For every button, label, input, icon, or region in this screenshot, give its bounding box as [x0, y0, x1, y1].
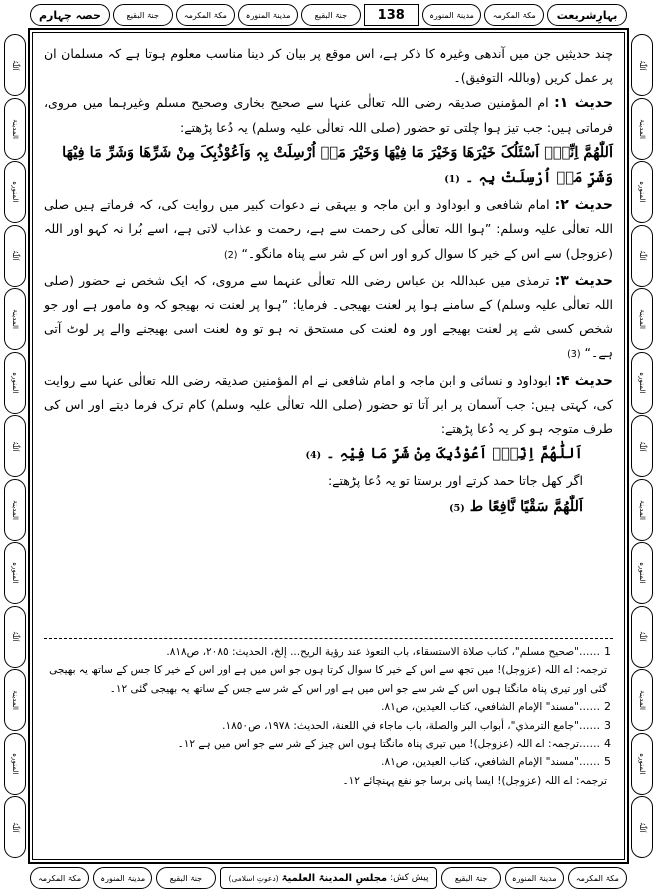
footnote-text: ……"مسند" الإمام الشافعي، كتاب العيدين، ص٨١.: [381, 756, 600, 769]
footnote: [46, 661, 611, 698]
page-number: 138: [364, 4, 419, 26]
left-border-ornaments: [3, 34, 27, 858]
hadith-1: [44, 91, 613, 139]
dua-line: [44, 442, 613, 468]
section-label: حصہ چہارم: [30, 4, 110, 26]
dua-line: [44, 166, 613, 192]
dua-line: اَللّٰھُمَّ اِنِّیْۤ اَسْئَلُکَ خَیْرَھَا وَخَیْرَ مَا فِیْھَا وَخَیْرَ مَاۤ اُرْسِلَتْ بِہٖ وَاَعُوْذُبِکَ مِنْ شَرِّھَا وَشَرِّ مَا فِیْھَا: [62, 143, 613, 161]
border-cartouche: اَللّٰہُ: [631, 225, 653, 287]
hadith-label: حدیث ۴:: [555, 372, 613, 389]
page-footer: [30, 866, 627, 890]
border-cartouche: المنورہ: [4, 542, 26, 604]
hadith-text: ترمذی میں عبداللہ بن عباس رضی اللہ تعالٰی عنہما سے مروی، کہ ایک شخص نے حضور (صلی اللہ تعالٰی علیہ وسلم) کے سامنے ہوا پر لعنت بھیجی۔ فرمایا: ”ہوا پر لعنت نہ بھیجو کہ وہ مامور ہے اور جو شخص کسی شے پر لعنت بھیجے اور وہ لعنت کی مستحق نہ ہو تو وہ لعنت اسی بھیجنے والے پر لوٹ آتی ہے۔“: [44, 272, 613, 361]
header-cartouche: جنۃ البقیع: [301, 4, 361, 26]
right-border-ornaments: [630, 34, 654, 858]
footnote-ref: (1): [444, 174, 460, 186]
footnote-number: 3: [604, 718, 611, 732]
border-cartouche: المدینۃ: [4, 479, 26, 541]
border-cartouche: المدینۃ: [4, 98, 26, 160]
hadith-4: [44, 369, 613, 442]
border-cartouche: اَللّٰہُ: [4, 225, 26, 287]
hadith-label: حدیث ۳:: [554, 272, 613, 289]
dua-text: اَللّٰھُمَّ اِنِّیْۤ اَعُوْذُبِکَ مِنْ شَرِّ مَا فِیْہِ ۔: [326, 445, 583, 463]
presented-by: پیش کش:: [390, 873, 429, 883]
border-cartouche: اَللّٰہُ: [631, 796, 653, 858]
border-cartouche: المنورہ: [631, 352, 653, 414]
header-cartouche: جنۃ البقیع: [113, 4, 173, 26]
intro-paragraph: چند حدیثیں جن میں آندھی وغیرہ کا ذکر ہے، اس موقع پر بیان کر دینا مناسب معلوم ہوتا ہے کہ مسلمان ان پر عمل کریں (وباللہ التوفیق)۔: [44, 46, 613, 86]
footnote-text: ترجمہ: اے اللہ (عزوجل)! ایسا پانی برسا جو نفع پہنچائے ۱۲۔: [342, 774, 607, 787]
footnote-text: ترجمہ: اے اللہ (عزوجل)! میں تجھ سے اس کے خیر کا سوال کرتا ہوں جو اس میں ہے اور اس کے خیر کا جس کے ساتھ یہ بھیجی گئی اور تیری پناہ مانگتا ہوں اس کے شر سے جو اس میں ہے اور اس کے شر سے جس کے ساتھ یہ بھیجی گئی ۱۲۔: [49, 664, 607, 695]
footnote-separator: [44, 638, 613, 639]
dua-text: وَشَرِّ مَاۤ اُرْسِلَتْ بِہٖ ۔: [464, 169, 613, 187]
footnote: [46, 717, 611, 735]
border-cartouche: اَللّٰہُ: [4, 34, 26, 96]
footnote-number: 1: [604, 645, 611, 658]
footnote: [46, 698, 611, 716]
border-cartouche: المنورہ: [631, 161, 653, 223]
hadith-3: [44, 269, 613, 368]
header-cartouche: مدینۃ المنورہ: [238, 4, 298, 26]
header-cartouche: مدینۃ المنورہ: [422, 4, 482, 26]
footnote-text: ……"مسند" الإمام الشافعي، كتاب العيدين، ص٨١.: [381, 701, 600, 714]
border-cartouche: المدینۃ: [4, 288, 26, 350]
footnote-ref: (2): [223, 249, 238, 261]
hadith-text: ام المؤمنین صدیقہ رضی اللہ تعالٰی عنہا سے صحیح بخاری وصحیح مسلم وغیرہما میں مروی، فرماتی ہیں: جب تیز ہوا چلتی تو حضور (صلی اللہ تعالٰی علیہ وسلم) یہ دُعا پڑھتے:: [44, 95, 613, 135]
footnote-number: 4: [604, 737, 611, 751]
border-cartouche: المنورہ: [4, 161, 26, 223]
publisher-box: [220, 867, 438, 889]
border-cartouche: المدینۃ: [631, 288, 653, 350]
hadith-2: [44, 193, 613, 268]
dua-line: [44, 495, 613, 521]
footnote-text: ……"جامع الترمذي"، أبواب البر والصلة، باب ماجاء في اللعنة، الحديث: ١٩٧٨، ص١٨٥٠.: [222, 719, 600, 732]
footnote-ref: (4): [305, 450, 322, 462]
border-cartouche: اَللّٰہُ: [4, 415, 26, 477]
hadith-label: حدیث ۲:: [554, 197, 613, 214]
hadith-text: ابوداود و نسائی و ابن ماجہ و امام شافعی نے ام المؤمنین صدیقہ رضی اللہ تعالٰی عنہا سے روایت کی، کہتی ہیں: جب آسمان پر ابر آتا تو حضور (صلی اللہ تعالٰی علیہ وسلم) کام ترک فرما دیتے اور اس کی طرف متوجہ ہو کر یہ دُعا پڑھتے:: [44, 372, 613, 437]
border-cartouche: اَللّٰہُ: [631, 606, 653, 668]
book-title: بہارِشریعت: [547, 4, 627, 26]
footnote-text: ……"صحيح مسلم"، كتاب صلاة الاستسقاء، باب التعوذ عند رؤية الريح... إلخ، الحديث: ٢٠٨٥، ص٨١٨.: [166, 646, 600, 658]
footnote: [46, 643, 611, 661]
border-cartouche: اَللّٰہُ: [4, 606, 26, 668]
border-cartouche: اَللّٰہُ: [631, 415, 653, 477]
border-cartouche: اَللّٰہُ: [631, 34, 653, 96]
border-cartouche: المنورہ: [631, 542, 653, 604]
dua-text: اَللّٰھُمَّ سَقْیًا نَّافِعًا ط: [469, 497, 583, 515]
footnote-ref: (3): [567, 349, 581, 361]
border-cartouche: المدینۃ: [4, 669, 26, 731]
publisher-name: مجلسِ المدینۃ العلمیۃ: [281, 872, 388, 884]
border-cartouche: المنورہ: [4, 352, 26, 414]
footnote-ref: (5): [449, 502, 465, 514]
border-cartouche: المدینۃ: [631, 479, 653, 541]
main-text: [36, 36, 621, 636]
footnote-text: ……ترجمہ: اے اللہ (عزوجل)! میں تیری پناہ مانگتا ہوں اس چیز کے شر سے جو اس میں ہے ۱۲۔: [177, 738, 600, 751]
hadith-continuation: اگر کھل جاتا حمد کرتے اور برستا تو یہ دُعا پڑھتے:: [327, 473, 583, 489]
publisher-note: (دعوتِ اسلامی): [228, 873, 279, 883]
border-cartouche: اَللّٰہُ: [4, 796, 26, 858]
footer-cartouche: جنۃ البقیع: [441, 867, 500, 889]
border-cartouche: المدینۃ: [631, 98, 653, 160]
footer-cartouche: مدینۃ المنورہ: [93, 867, 152, 889]
border-cartouche: المنورہ: [4, 733, 26, 795]
hadith-label: حدیث ۱:: [554, 95, 613, 112]
footer-cartouche: مدینۃ المنورہ: [505, 867, 564, 889]
footer-cartouche: مکۃ المکرمہ: [30, 867, 89, 889]
footnote: [46, 772, 611, 790]
header-cartouche: مکۃ المکرمہ: [176, 4, 236, 26]
footnotes: [36, 643, 621, 861]
header-cartouche: مکۃ المکرمہ: [484, 4, 544, 26]
border-cartouche: المنورہ: [631, 733, 653, 795]
footnote-number: 5: [604, 755, 611, 769]
footnote-number: 2: [604, 700, 611, 714]
footnote: [46, 753, 611, 771]
footnote: [46, 735, 611, 753]
footer-cartouche: جنۃ البقیع: [156, 867, 215, 889]
page-header: [30, 3, 627, 27]
border-cartouche: المدینۃ: [631, 669, 653, 731]
footer-cartouche: مکۃ المکرمہ: [568, 867, 627, 889]
hadith-text: امام شافعی و ابوداود و ابن ماجہ و بیہقی نے دعوات کبیر میں روایت کی، کہ فرماتے ہیں صلی اللہ تعالٰی علیہ وسلم: ”ہوا اللہ تعالٰی کی رحمت سے ہے، رحمت و عذاب لاتی ہے، اسے بُرا نہ کہو اور اللہ (عزوجل) سے اس کے خیر کا سوال کرو اور اس کے شر سے پناہ مانگو۔“: [44, 197, 613, 261]
